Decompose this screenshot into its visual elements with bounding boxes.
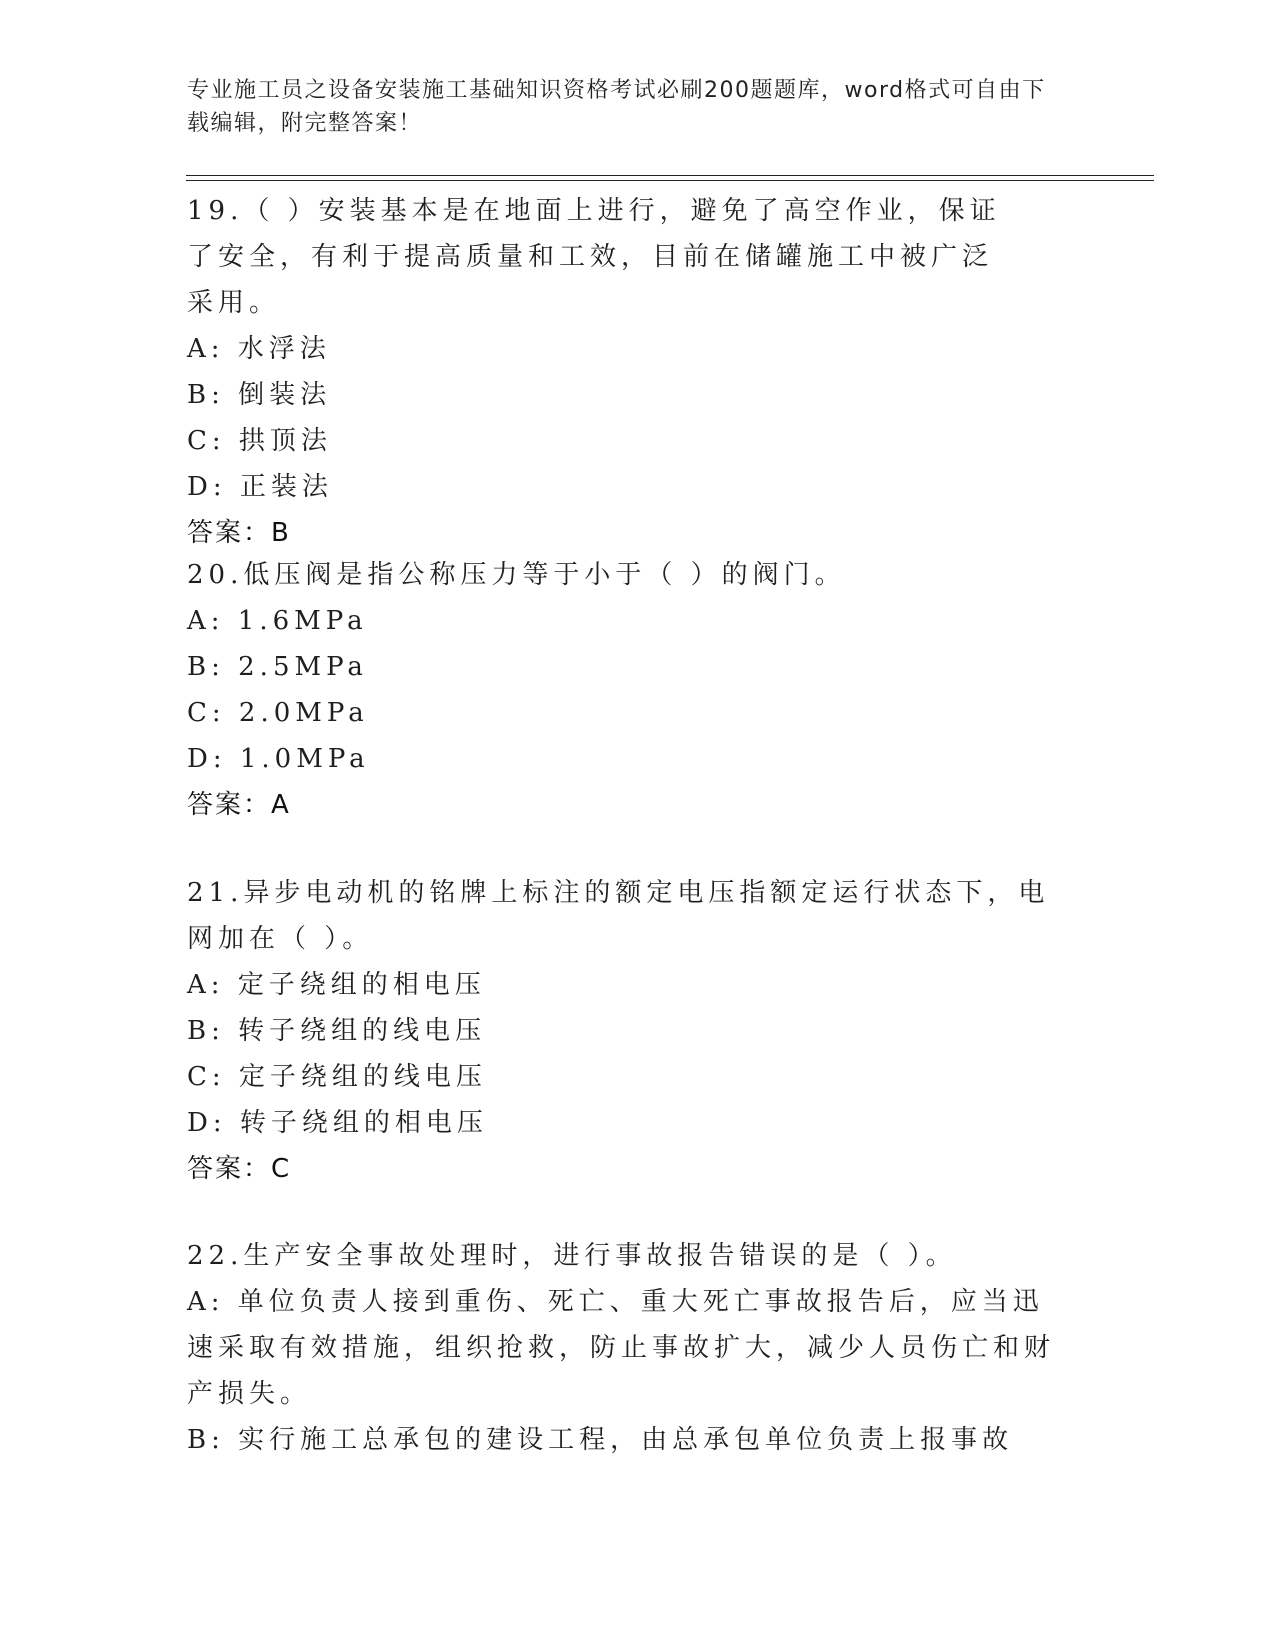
- header-rule-bottom: [186, 180, 1154, 181]
- document-header: 专业施工员之设备安装施工基础知识资格考试必刷200题题库，word格式可自由下载编辑，附完整答案！: [187, 78, 1046, 136]
- option-b: B: 倒装法: [187, 380, 332, 410]
- question-19: [187, 188, 1087, 556]
- option-a: A: 定子绕组的相电压: [187, 970, 486, 1000]
- question-21: [187, 870, 1087, 1192]
- answer-label: 答案：A: [187, 790, 291, 820]
- question-stem: 19.（ ）安装基本是在地面上进行，避免了高空作业，保证了安全，有利于提高质量和工效，目前在储罐施工中被广泛采用。: [187, 196, 1001, 318]
- option-c: C: 定子绕组的线电压: [187, 1062, 487, 1092]
- option-b: B: 2.5MPa: [187, 652, 368, 682]
- question-22: [187, 1233, 1087, 1463]
- option-d: D: 正装法: [187, 472, 333, 502]
- option-a: A: 1.6MPa: [187, 606, 368, 636]
- option-d: D: 转子绕组的相电压: [187, 1108, 488, 1138]
- option-c: C: 2.0MPa: [187, 698, 369, 728]
- option-b: B: 实行施工总承包的建设工程，由总承包单位负责上报事故: [187, 1425, 1014, 1455]
- question-stem: 21.异步电动机的铭牌上标注的额定电压指额定运行状态下，电网加在（ ）。: [187, 878, 1050, 954]
- question-stem: 22.生产安全事故处理时，进行事故报告错误的是（ ）。: [187, 1241, 957, 1271]
- option-b: B: 转子绕组的线电压: [187, 1016, 487, 1046]
- question-20: [187, 552, 1087, 828]
- answer-label: 答案：B: [187, 518, 291, 548]
- option-a: A: 单位负责人接到重伤、死亡、重大死亡事故报告后，应当迅速采取有效措施，组织抢救，防止事故扩大，减少人员伤亡和财产损失。: [187, 1287, 1056, 1409]
- option-c: C: 拱顶法: [187, 426, 332, 456]
- option-a: A: 水浮法: [187, 334, 331, 364]
- answer-label: 答案：C: [187, 1154, 292, 1184]
- header-rule-top: [186, 175, 1154, 176]
- question-stem: 20.低压阀是指公称压力等于小于（ ）的阀门。: [187, 560, 846, 590]
- option-d: D: 1.0MPa: [187, 744, 370, 774]
